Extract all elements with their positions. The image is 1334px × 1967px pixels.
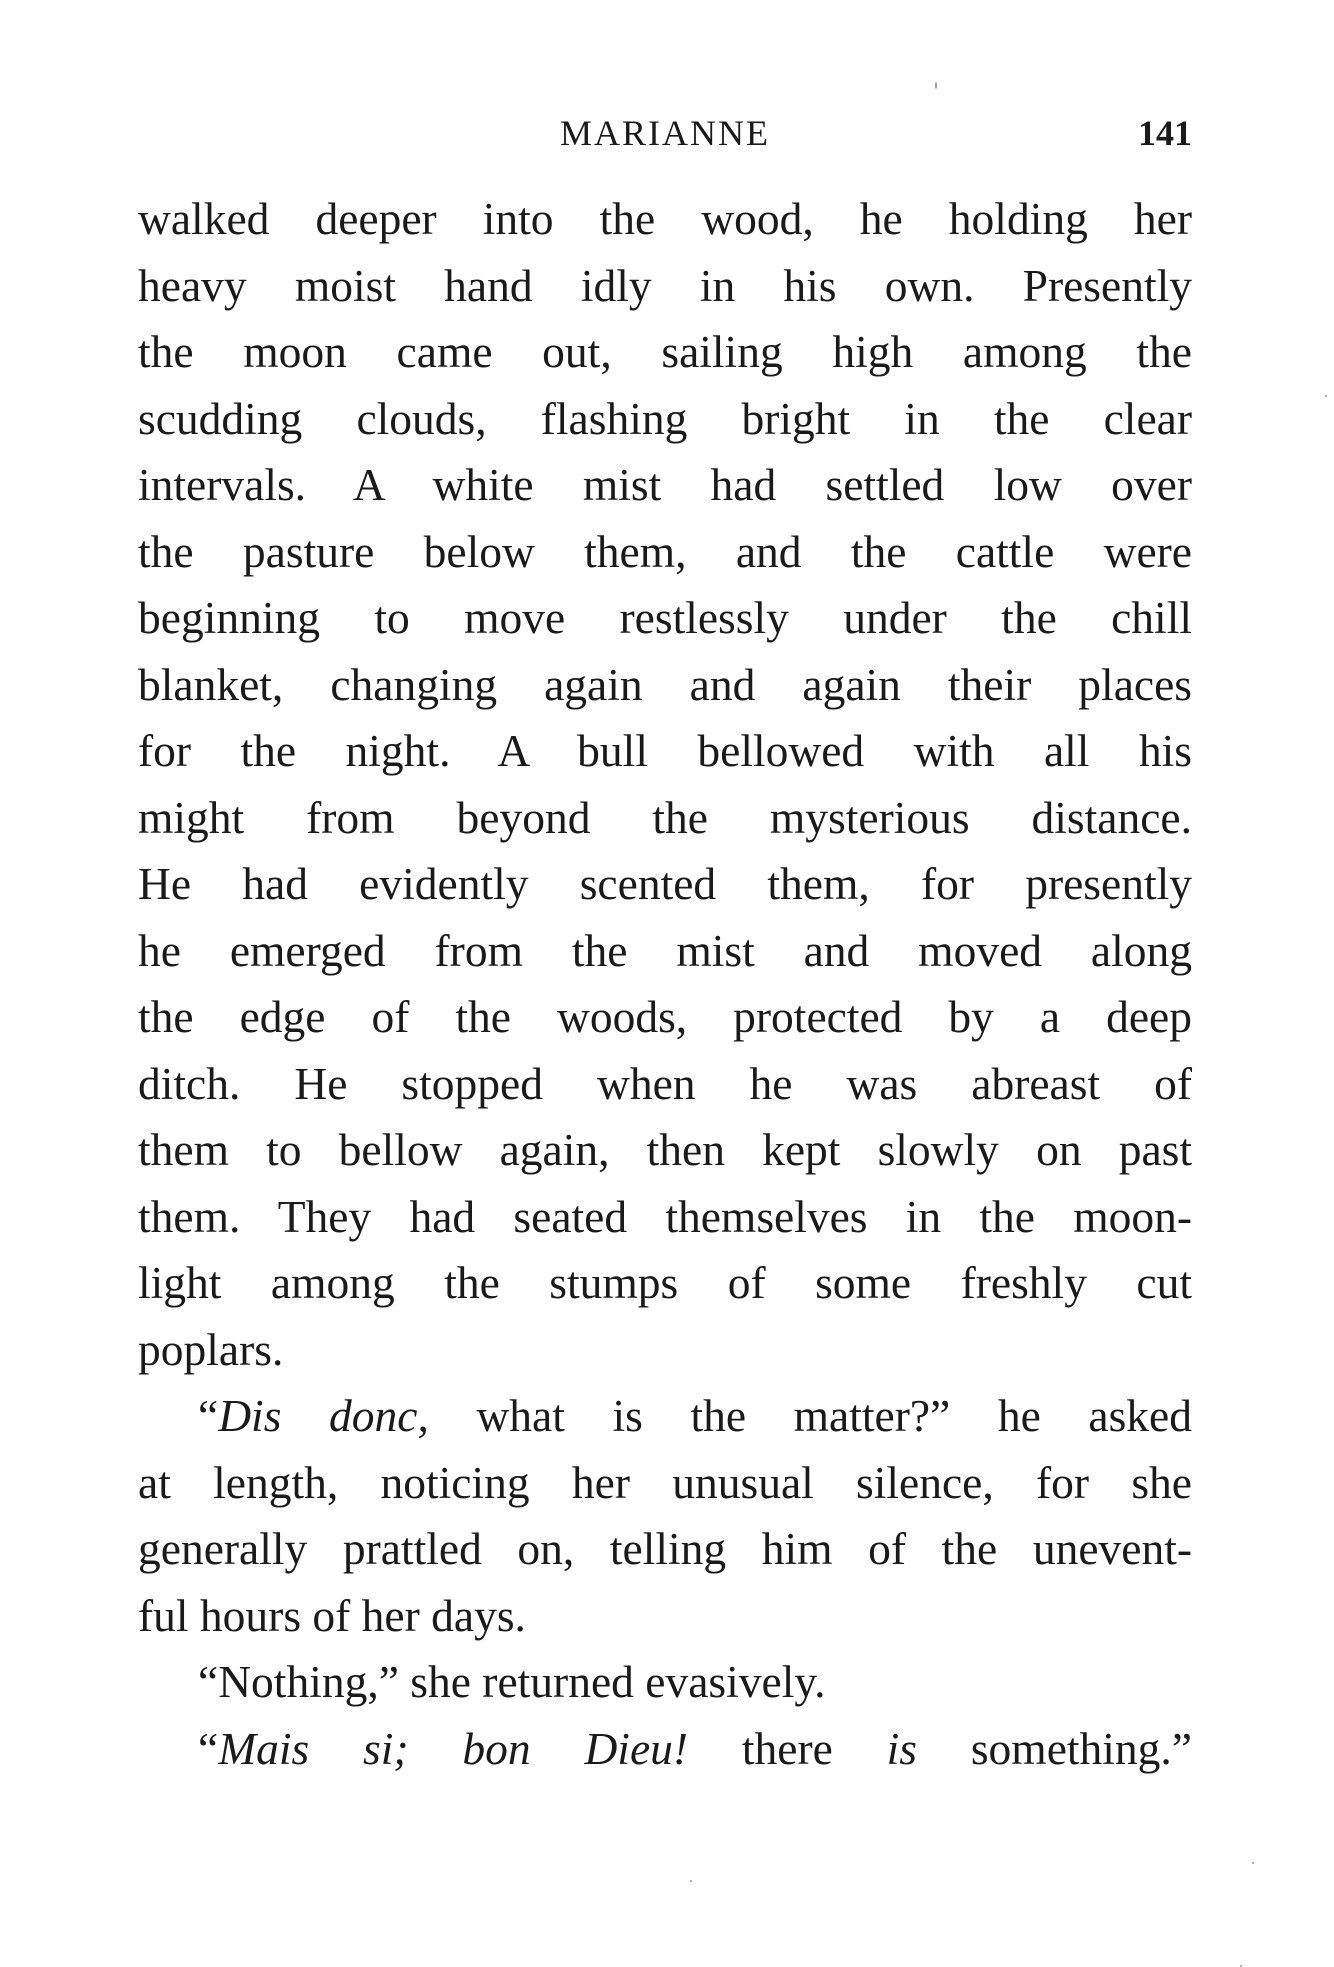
text-line: he emerged from the mist and moved along	[138, 924, 1192, 976]
french-phrase: Dis donc,	[218, 1390, 429, 1441]
text-run: what is the matter?” he asked	[428, 1390, 1193, 1441]
speck	[1252, 1862, 1254, 1864]
text-line: the moon came out, sailing high among the	[138, 326, 1192, 377]
text-line: at length, noticing her unusual silence, for she	[138, 1456, 1192, 1508]
text-run: there	[688, 1722, 887, 1774]
speck	[1325, 395, 1327, 397]
text-line	[138, 1716, 1192, 1783]
open-quote: “	[198, 1722, 219, 1774]
text-line: walked deeper into the wood, he holding her	[138, 193, 1192, 244]
text-line: generally prattled on, telling him of the unevent-	[138, 1523, 1192, 1574]
text-line: them. They had seated themselves in the moon-	[138, 1190, 1192, 1242]
speck	[690, 1880, 692, 1882]
text-line: blanket, changing again and again their places	[138, 658, 1192, 710]
text-line: ful hours of her days.	[138, 1589, 526, 1641]
body-text	[138, 186, 1192, 1782]
text-run: something.”	[917, 1722, 1192, 1774]
text-line: light among the stumps of some freshly cut	[138, 1257, 1192, 1308]
page-number: 141	[1138, 113, 1192, 153]
text-line: “Nothing,” she returned evasively.	[198, 1656, 826, 1707]
text-line: heavy moist hand idly in his own. Presently	[138, 259, 1192, 311]
page-header	[138, 112, 1192, 162]
text-line: He had evidently scented them, for presently	[138, 858, 1192, 909]
text-line: ditch. He stopped when he was abreast of	[138, 1057, 1192, 1109]
running-title: MARIANNE	[560, 113, 770, 153]
text-line: scudding clouds, flashing bright in the clear	[138, 392, 1192, 444]
paragraph-3	[138, 1649, 1192, 1716]
paragraph-4	[138, 1716, 1192, 1783]
text-line: them to bellow again, then kept slowly on past	[138, 1124, 1192, 1175]
text-line: intervals. A white mist had settled low over	[138, 459, 1192, 510]
text-line: might from beyond the mysterious distance.	[138, 791, 1192, 843]
text-line: poplars.	[138, 1323, 284, 1375]
text-line: for the night. A bull bellowed with all his	[138, 725, 1192, 776]
paragraph-1	[138, 186, 1192, 1383]
text-line	[138, 1383, 1192, 1450]
emphasis: is	[886, 1722, 918, 1774]
text-line: beginning to move restlessly under the chill	[138, 592, 1192, 643]
open-quote: “	[198, 1390, 219, 1441]
text-line: the pasture below them, and the cattle were	[138, 525, 1192, 577]
text-line: the edge of the woods, protected by a deep	[138, 991, 1192, 1042]
speck	[935, 82, 937, 89]
french-phrase: Mais si; bon Dieu!	[218, 1722, 689, 1774]
paragraph-2	[138, 1383, 1192, 1649]
